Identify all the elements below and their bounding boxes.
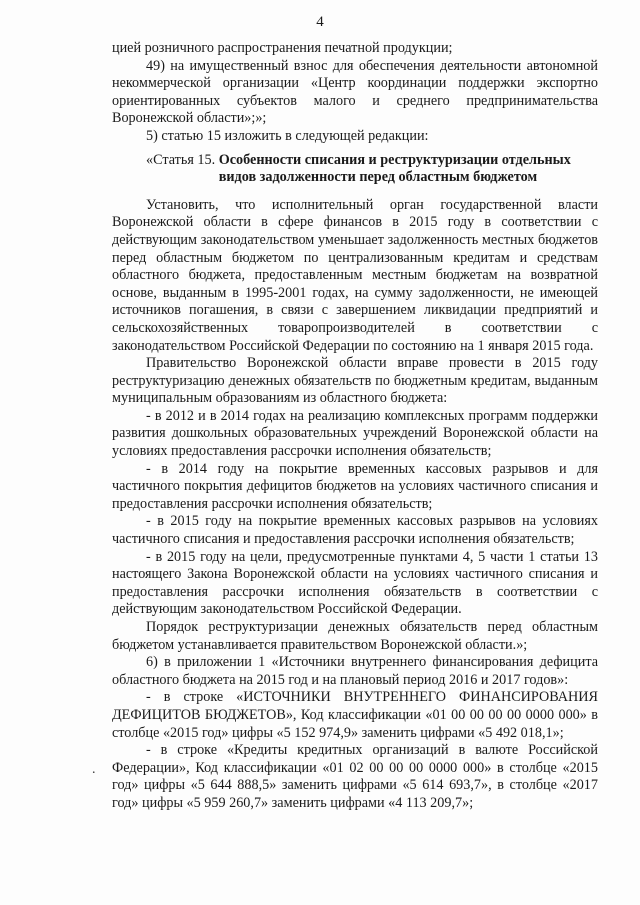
margin-mark: . [92, 762, 96, 777]
paragraph-item-5: 5) статью 15 изложить в следующей редакции: [146, 127, 429, 144]
article-number: «Статья 15. [146, 151, 219, 168]
paragraph-item-6: 6) в приложении 1 «Источники внутреннего финансирования дефицита областного бюджета на 2015 год и на плановый период 2016 и 2017 годов»: [112, 654, 598, 688]
paragraph-item-49: 49) на имущественный взнос для обеспечения деятельности автономной некоммерческой организации «Центр координации поддержки экспортно ориентированных субъектов малого и среднего предпринимательства Воронежской области»;»; [112, 57, 598, 127]
paragraph-restructuring: Правительство Воронежской области вправе провести в 2015 году реструктуризацию денежных обязательств по бюджетным кредитам, выданным муниципальным образованиям из областного бюджета: [112, 355, 598, 407]
page-number: 4 [316, 14, 324, 30]
paragraph-continuation: цией розничного распространения печатной продукции; [112, 40, 453, 56]
list-item-2015-cash: - в 2015 году на покрытие временных кассовых разрывов на условиях частичного списания и предоставления рассрочки исполнения обязательств; [112, 513, 598, 548]
paragraph-procedure: Порядок реструктуризации денежных обязательств перед областным бюджетом устанавливается правительством Воронежской области.»; [112, 619, 598, 653]
list-item-2015-purposes: - в 2015 году на цели, предусмотренные пунктами 4, 5 части 1 статьи 13 настоящего Закона Воронежской области на условиях частичного списания и предоставления рассрочки исполнения обязательств в соответствии с действующим законодательством Российской Федерации. [112, 548, 598, 618]
list-item-2012-2014: - в 2012 и в 2014 годах на реализацию комплексных программ поддержки развития дошкольных образовательных учреждений Воронежской области на условиях предоставления рассрочки исполнения обязательств; [112, 407, 598, 460]
paragraph-sources-row: - в строке «ИСТОЧНИКИ ВНУТРЕННЕГО ФИНАНСИРОВАНИЯ ДЕФИЦИТОВ БЮДЖЕТОВ», Код классификации «01 00 00 00 00 0000 000» в столбце «2015 год» цифры «5 152 974,9» заменить цифрами «5 492 018,1»; [112, 689, 598, 741]
document-body [112, 40, 598, 813]
paragraph-establish: Установить, что исполнительный орган государственной власти Воронежской области в сфере финансов в 2015 году в соответствии с действующим законодательством уменьшает задолженность местных бюджетов перед областным бюджетом по централизованным кредитам и средствам областного бюджета, предоставленным местным бюджетам на возвратной основе, выданным в 1995-2001 годах, на сумму задолженности, не имеющей источников погашения, в связи с завершением ликвидации предприятий и сельскохозяйственных товаропроизводителей в соответствии с законодательством Российской Федерации по состоянию на 1 января 2015 года. [112, 196, 598, 354]
list-item-2014: - в 2014 году на покрытие временных кассовых разрывов и для частичного покрытия дефицитов бюджетов на условиях частичного списания и предоставления рассрочки исполнения обязательств; [112, 460, 598, 512]
paragraph-credits-row: - в строке «Кредиты кредитных организаций в валюте Российской Федерации», Код классификации «01 02 00 00 00 0000 000» в столбце «2015 год» цифры «5 644 888,5» заменить цифрами «5 614 693,7», в столбце «2017 год» цифры «5 959 260,7» заменить цифрами «4 113 209,7»; [112, 742, 598, 811]
article-title: Особенности списания и реструктуризации отдельных видов задолженности перед областным бюджетом [218, 151, 571, 186]
article-heading [112, 152, 598, 187]
